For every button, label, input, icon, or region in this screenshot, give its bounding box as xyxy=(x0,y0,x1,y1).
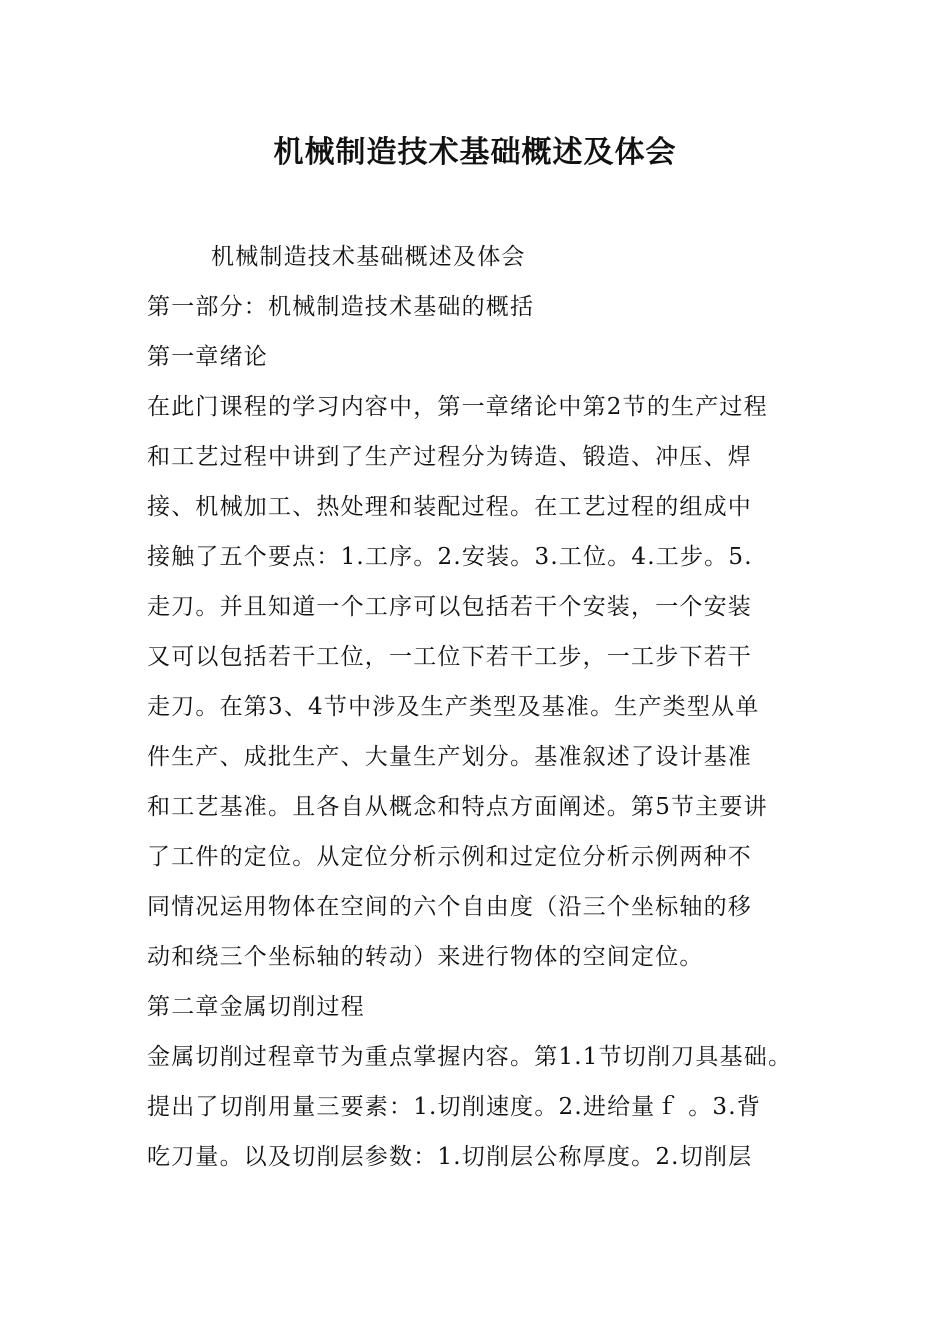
paragraph-line: 金属切削过程章节为重点掌握内容。第1.1节切削刀具基础。 xyxy=(147,1044,793,1070)
paragraph-line: 件生产、成批生产、大量生产划分。基准叙述了设计基准 xyxy=(147,744,752,770)
paragraph-line: 和工艺基准。且各自从概念和特点方面阐述。第5节主要讲 xyxy=(147,794,768,820)
paragraph-line: 吃刀量。以及切削层参数：1.切削层公称厚度。2.切削层 xyxy=(147,1144,753,1170)
paragraph-line: 同情况运用物体在空间的六个自由度（沿三个坐标轴的移 xyxy=(147,894,752,920)
chapter-heading-one: 第一章绪论 xyxy=(147,344,268,370)
document-body xyxy=(147,232,837,1182)
paragraph-line: 动和绕三个坐标轴的转动）来进行物体的空间定位。 xyxy=(147,944,704,970)
paragraph-line: 在此门课程的学习内容中，第一章绪论中第2节的生产过程 xyxy=(147,394,768,420)
paragraph-line: 提出了切削用量三要素：1.切削速度。2.进给量ｆ 。3.背 xyxy=(147,1094,761,1120)
paragraph-line: 和工艺过程中讲到了生产过程分为铸造、锻造、冲压、焊 xyxy=(147,444,752,470)
paragraph-line: 又可以包括若干工位，一工位下若干工步，一工步下若干 xyxy=(147,644,752,670)
section-heading-part-one: 第一部分：机械制造技术基础的概括 xyxy=(147,294,535,320)
paragraph-line: 接、机械加工、热处理和装配过程。在工艺过程的组成中 xyxy=(147,494,752,520)
document-title: 机械制造技术基础概述及体会 xyxy=(273,135,677,170)
paragraph-line: 走刀。在第3、4节中涉及生产类型及基准。生产类型从单 xyxy=(147,694,760,720)
chapter-heading-two: 第二章金属切削过程 xyxy=(147,994,365,1020)
body-subtitle-line: 机械制造技术基础概述及体会 xyxy=(211,244,526,270)
paragraph-line: 走刀。并且知道一个工序可以包括若干个安装，一个安装 xyxy=(147,594,752,620)
paragraph-line: 了工件的定位。从定位分析示例和过定位分析示例两种不 xyxy=(147,844,752,870)
paragraph-line: 接触了五个要点：1.工序。2.安装。3.工位。4.工步。5. xyxy=(147,544,753,570)
